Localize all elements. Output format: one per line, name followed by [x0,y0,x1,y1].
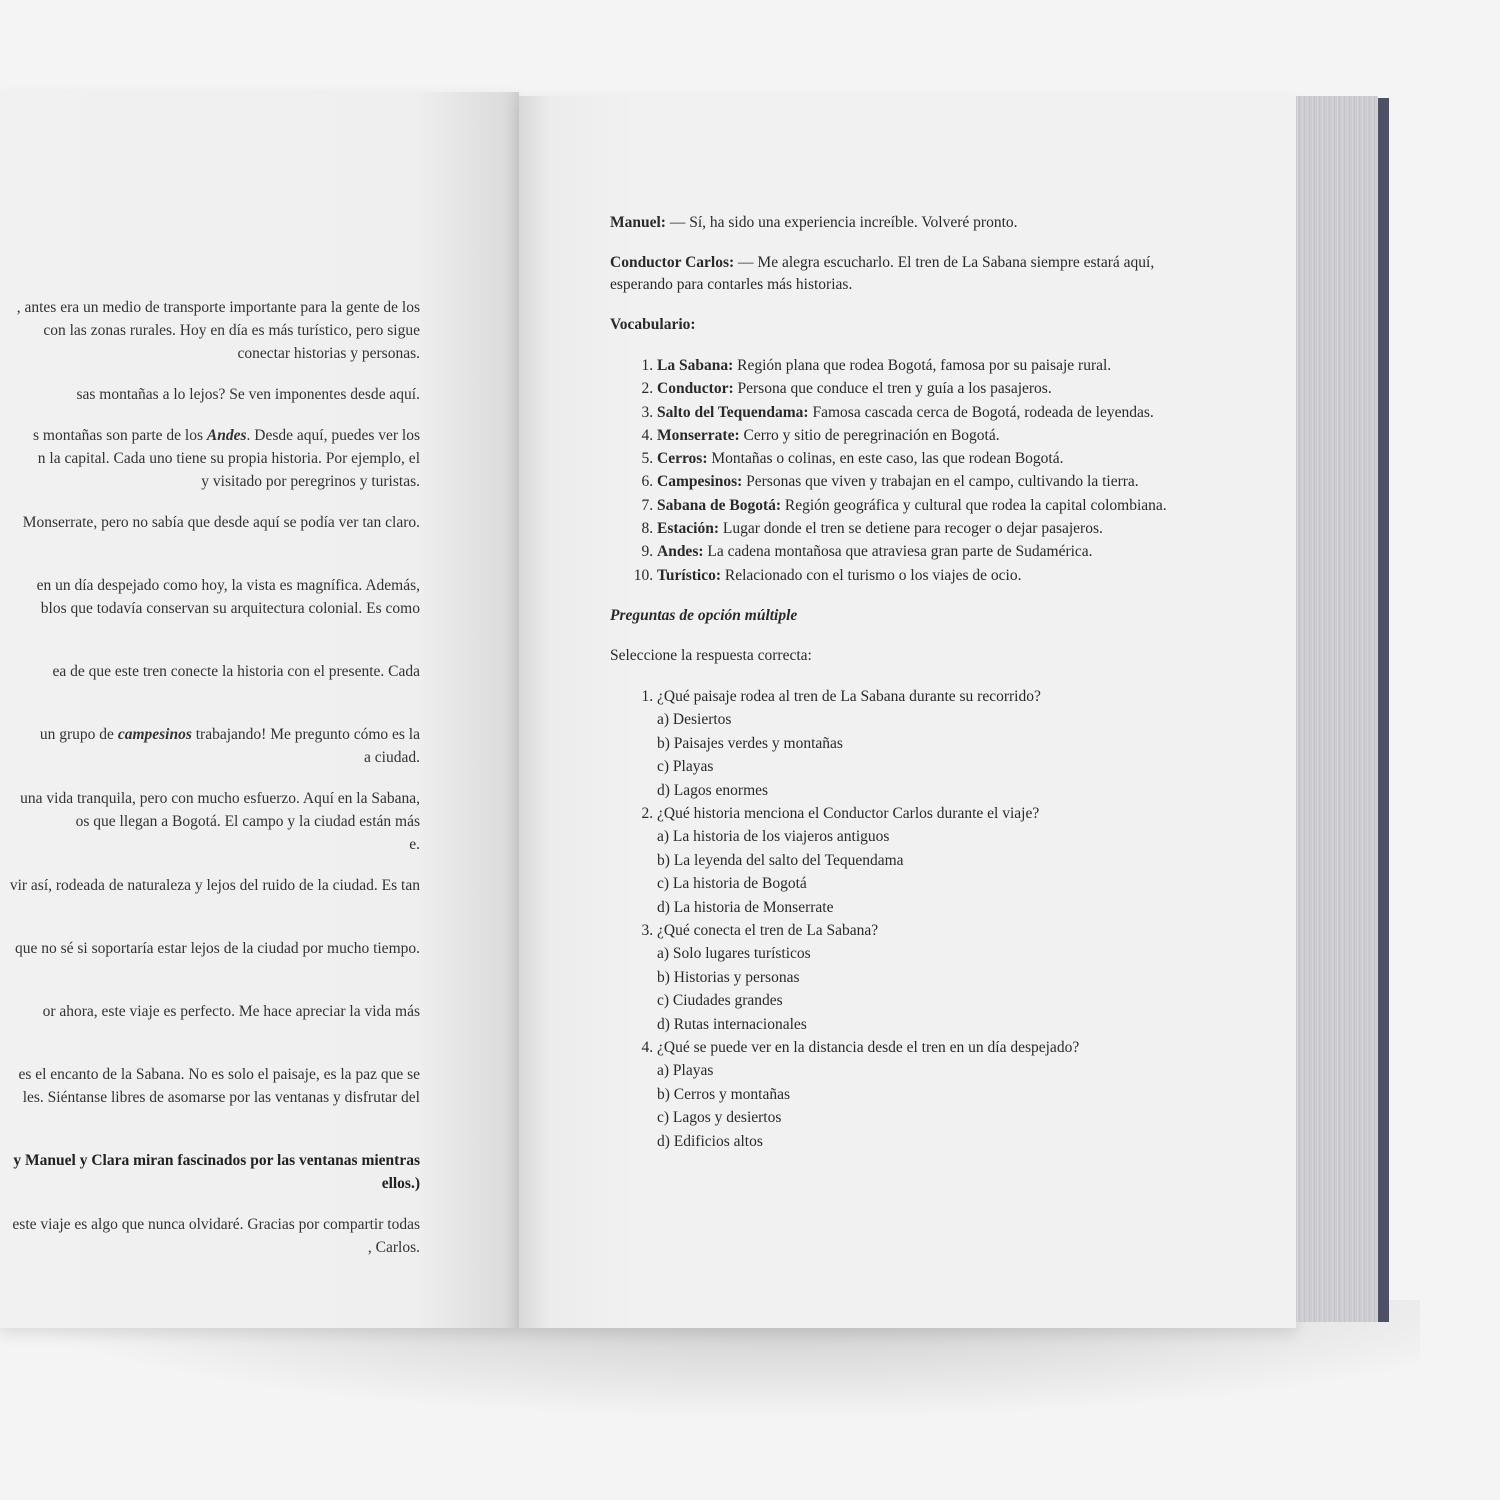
left-text-line: Monserrate, pero no sabía que desde aquí se podía ver tan claro. [22,514,420,531]
quiz-instruction: Seleccione la respuesta correcta: [610,646,812,664]
left-text-line: e. [409,836,420,853]
left-text-line: conectar historias y personas. [237,345,420,362]
left-text-line: les. Siéntanse libres de asomarse por las ventanas y disfrutar del [22,1089,420,1106]
left-text-line: vir así, rodeada de naturaleza y lejos del ruido de la ciudad. Es tan [9,877,420,894]
answer-option: c) Playas [657,758,714,776]
vocab-definition: La cadena montañosa que atraviesa gran parte de Sudamérica. [703,543,1093,561]
vocab-definition: Relacionado con el turismo o los viajes de ocio. [721,566,1022,584]
vocab-definition: Famosa cascada cerca de Bogotá, rodeada de leyendas. [808,403,1154,421]
vocab-item [657,377,1250,400]
vocab-term: Estación: [657,520,719,538]
vocab-item [657,354,1250,377]
question-text: 1. ¿Qué paisaje rodea al tren de La Sabana durante su recorrido? [657,687,1041,705]
vocab-item [657,401,1250,424]
left-text-line: os que llegan a Bogotá. El campo y la ciudad están más [75,813,420,830]
left-text-line: con las zonas rurales. Hoy en día es más turístico, pero sigue [43,322,420,339]
left-text-line: que no sé si soportaría estar lejos de la ciudad por mucho tiempo. [14,940,420,957]
left-text-line: ea de que este tren conecte la historia con el presente. Cada [52,663,420,680]
vocab-term: La Sabana: [657,357,734,374]
question-text: 4. ¿Qué se puede ver en la distancia desde el tren en un día despejado? [657,1039,1080,1057]
left-page [0,92,519,1328]
vocab-item [657,494,1250,517]
left-text-line: , antes era un medio de transporte importante para la gente de los [16,299,420,316]
question-text: 2. ¿Qué historia menciona el Conductor Carlos durante el viaje? [657,805,1040,822]
vocab-term: Sabana de Bogotá: [657,496,782,514]
answer-option: d) Rutas internacionales [657,1015,807,1033]
vocab-definition: Montañas o colinas, en este caso, las que rodean Bogotá. [707,450,1064,468]
left-text-line: , Carlos. [367,1239,420,1256]
vocab-item [657,424,1250,447]
answer-option: b) La leyenda del salto del Tequendama [657,851,904,869]
left-text-line: ellos.) [381,1175,420,1192]
left-text-line: a ciudad. [364,749,420,766]
vocab-item [657,540,1250,563]
quiz-question [657,802,1250,919]
left-text-line: y visitado por peregrinos y turistas. [201,473,420,490]
vocab-definition: Personas que viven y trabajan en el campo, cultivando la tierra. [742,473,1139,491]
left-text-line: un grupo de campesinos trabajando! Me pregunto cómo es la [39,726,420,743]
left-text-line: n la capital. Cada uno tiene su propia historia. Por ejemplo, el [37,450,420,467]
question-text: 3. ¿Qué conecta el tren de La Sabana? [657,922,879,940]
left-text-line: s montañas son parte de los Andes. Desde aquí, puedes ver los [32,427,420,444]
vocab-term: Andes: [657,543,704,561]
vocab-definition: Persona que conduce el tren y guía a los pasajeros. [733,380,1052,398]
right-page-content [610,212,1250,1153]
emphasized-word: Andes [206,427,247,444]
left-text-line: y Manuel y Clara miran fascinados por las ventanas mientras [13,1152,420,1169]
quiz-heading: Preguntas de opción múltiple [610,606,798,624]
dialogue-line [610,212,1250,234]
vocabulary-heading: Vocabulario: [610,316,696,333]
quiz-question [657,1036,1250,1153]
left-text-line: or ahora, este viaje es perfecto. Me hace apreciar la vida más [42,1003,420,1020]
answer-option: d) Edificios altos [657,1132,763,1150]
vocab-term: Campesinos: [657,473,743,491]
vocab-term: Salto del Tequendama: [657,403,809,421]
answer-option: c) Ciudades grandes [657,992,783,1010]
vocab-item [657,517,1250,540]
left-text-line: este viaje es algo que nunca olvidaré. Gracias por compartir todas [12,1216,420,1233]
emphasized-word: campesinos [117,726,192,743]
answer-option: a) Solo lugares turísticos [657,945,811,963]
dialogue-text: — Me alegra escucharlo. El tren de La Sabana siempre estará aquí, esperando para contarles más historias. [610,254,1155,293]
answer-option: a) La historia de los viajeros antiguos [657,828,890,846]
vocab-item [657,470,1250,493]
page-block-edge [1296,96,1378,1322]
left-text-line: en un día despejado como hoy, la vista es magnífica. Además, [36,577,420,594]
vocab-term: Cerros: [657,450,708,468]
answer-option: b) Paisajes verdes y montañas [657,734,843,752]
left-text-line: una vida tranquila, pero con mucho esfuerzo. Aquí en la Sabana, [20,790,420,807]
answer-option: d) La historia de Monserrate [657,898,834,916]
answer-option: b) Cerros y montañas [657,1085,791,1103]
vocab-term: Monserrate: [657,426,740,444]
answer-option: a) Playas [657,1062,714,1080]
left-text-line: es el encanto de la Sabana. No es solo el paisaje, es la paz que se [18,1066,420,1083]
answer-option: d) Lagos enormes [657,781,769,799]
vocab-item [657,447,1250,470]
answer-option: b) Historias y personas [657,968,800,986]
quiz-question [657,685,1250,802]
dialogue-line [610,252,1170,296]
answer-option: c) Lagos y desiertos [657,1109,782,1127]
vocabulary-list [610,354,1250,587]
vocab-definition: Región geográfica y cultural que rodea la capital colombiana. [781,496,1167,514]
speaker-name: Manuel: [610,214,666,231]
left-text-line: blos que todavía conservan su arquitectura colonial. Es como [40,600,420,617]
left-text-line: sas montañas a lo lejos? Se ven imponentes desde aquí. [76,386,420,403]
answer-option: c) La historia de Bogotá [657,875,807,893]
dialogue-text: — Sí, ha sido una experiencia increíble. Volveré pronto. [665,214,1018,231]
vocab-item [657,564,1250,587]
vocab-term: Conductor: [657,380,734,398]
right-page [519,96,1296,1328]
vocab-term: Turístico: [657,566,722,584]
quiz-list [610,685,1250,1153]
quiz-question [657,919,1250,1036]
answer-option: a) Desiertos [657,711,732,729]
vocab-definition: Lugar donde el tren se detiene para recoger o dejar pasajeros. [719,520,1103,538]
speaker-name: Conductor Carlos: [610,254,735,271]
book-cover-edge [1378,98,1389,1322]
vocab-definition: Cerro y sitio de peregrinación en Bogotá. [739,426,1000,444]
vocab-definition: Región plana que rodea Bogotá, famosa por su paisaje rural. [733,357,1112,374]
